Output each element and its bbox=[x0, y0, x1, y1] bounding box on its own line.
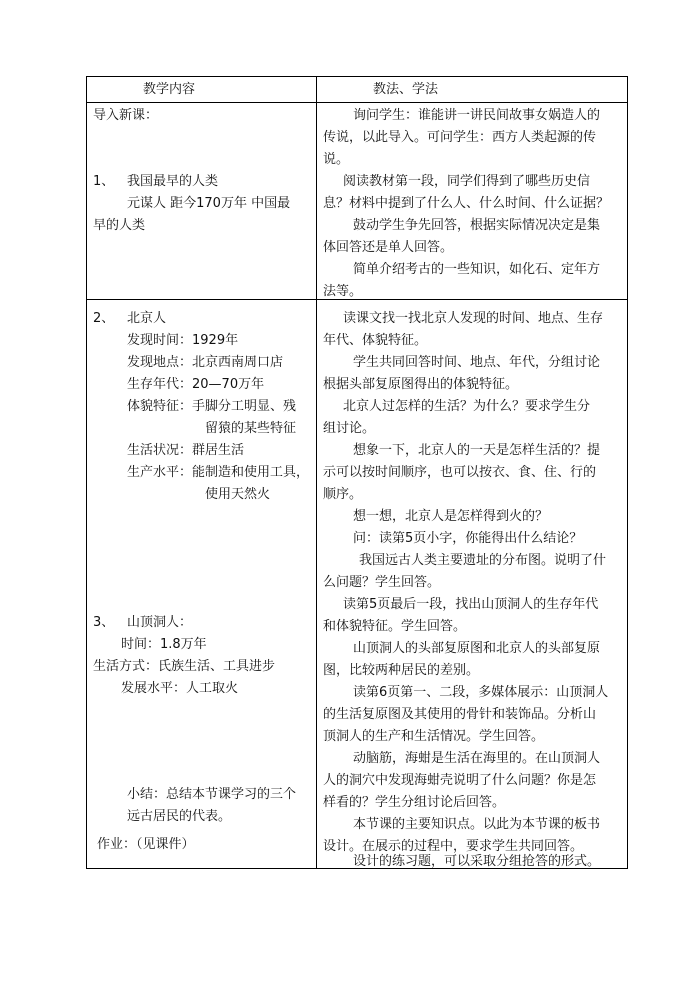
method-line: 传说，以此导入。可问学生：西方人类起源的传 bbox=[323, 130, 597, 145]
section-title: 北京人 bbox=[127, 311, 167, 326]
row2-right-cell bbox=[317, 300, 628, 868]
method-line: 读课文找一找北京人发现的时间、地点、生存 bbox=[343, 311, 604, 326]
method-line: 我国远古人类主要遗址的分布图。说明了什 bbox=[359, 553, 607, 568]
method-line: 图，比较两种居民的差别。 bbox=[323, 663, 480, 678]
method-line: 顺序。 bbox=[323, 487, 363, 502]
method-line: 本节课的主要知识点。以此为本节课的板书 bbox=[353, 817, 601, 832]
method-line: 设计的练习题，可以采取分组抢答的形式。 bbox=[353, 854, 601, 869]
method-line: 的生活复原图及其使用的骨针和装饰品。分析山 bbox=[323, 707, 597, 722]
method-line: 山顶洞人的头部复原图和北京人的头部复原 bbox=[353, 641, 601, 656]
method-line: 动脑筋，海蚶是生活在海里的。在山顶洞人 bbox=[353, 751, 601, 766]
method-line: 组讨论。 bbox=[323, 421, 376, 436]
method-line: 年代、体貌特征。 bbox=[323, 333, 428, 348]
method-line: 人的洞穴中发现海蚶壳说明了什么问题？你是怎 bbox=[323, 773, 597, 788]
peking-detail: 发现地点：北京西南周口店 bbox=[127, 355, 284, 370]
section-number: 3、 bbox=[93, 615, 115, 630]
peking-detail: 使用天然火 bbox=[205, 487, 271, 502]
method-line: 想一想，北京人是怎样得到火的？ bbox=[353, 509, 549, 524]
method-line: 问：读第5页小字，你能得出什么结论？ bbox=[353, 531, 583, 546]
method-line: 示可以按时间顺序，也可以按衣、食、住、行的 bbox=[323, 465, 597, 480]
item-number: 1、 bbox=[93, 174, 115, 189]
row1-right-cell bbox=[317, 103, 628, 299]
method-line: 和体貌特征。学生回答。 bbox=[323, 619, 467, 634]
method-line: 样看的？学生分组讨论后回答。 bbox=[323, 795, 506, 810]
peking-detail: 生活状况：群居生活 bbox=[127, 443, 245, 458]
summary-line1: 小结：总结本节课学习的三个 bbox=[127, 787, 297, 802]
peking-detail: 生产水平：能制造和使用工具， bbox=[127, 465, 310, 480]
method-line: 读第6页第一、二段，多媒体展示：山顶洞人 bbox=[353, 685, 609, 700]
method-line: 设计。在展示的过程中，要求学生共同回答。 bbox=[323, 839, 584, 854]
method-line: 顶洞人的生产和生活情况。学生回答。 bbox=[323, 729, 545, 744]
peking-detail: 体貌特征：手脚分工明显、残 bbox=[127, 399, 297, 414]
lesson-plan-table bbox=[86, 76, 628, 869]
header-teaching-content: 教学内容 bbox=[143, 82, 196, 97]
method-line: 么问题？学生回答。 bbox=[323, 575, 441, 590]
intro-heading: 导入新课： bbox=[93, 108, 159, 123]
peking-detail: 留猿的某些特征 bbox=[205, 421, 297, 436]
method-line: 读第5页最后一段，找出山顶洞人的生存年代 bbox=[343, 597, 599, 612]
peking-detail: 发现时间：1929年 bbox=[127, 333, 239, 348]
method-line: 法等。 bbox=[323, 284, 363, 299]
row1-left-cell bbox=[87, 103, 316, 299]
section-title: 山顶洞人： bbox=[127, 615, 193, 630]
peking-detail: 生存年代：20—70万年 bbox=[127, 377, 265, 392]
method-line: 询问学生：谁能讲一讲民间故事女娲造人的 bbox=[353, 108, 601, 123]
method-line: 北京人过怎样的生活？为什么？要求学生分 bbox=[343, 399, 591, 414]
item-title: 我国最早的人类 bbox=[127, 174, 219, 189]
header-teaching-method: 教法、学法 bbox=[373, 82, 439, 97]
summary-line2: 远古居民的代表。 bbox=[127, 809, 232, 824]
method-line: 学生共同回答时间、地点、年代，分组讨论 bbox=[353, 355, 601, 370]
upper-cave-dev: 发展水平：人工取火 bbox=[121, 681, 239, 696]
method-line: 阅读教材第一段，同学们得到了哪些历史信 bbox=[343, 174, 591, 189]
item-desc-line1: 元谋人 距今170万年 中国最 bbox=[127, 196, 291, 211]
upper-cave-life: 生活方式：氏族生活、工具进步 bbox=[93, 659, 276, 674]
row2-left-cell bbox=[87, 300, 316, 868]
method-line: 简单介绍考古的一些知识，如化石、定年方 bbox=[353, 262, 601, 277]
method-line: 想象一下，北京人的一天是怎样生活的？提 bbox=[353, 443, 601, 458]
section-number: 2、 bbox=[93, 311, 115, 326]
method-line: 息？材料中提到了什么人、什么时间、什么证据？ bbox=[323, 196, 610, 211]
upper-cave-time: 时间：1.8万年 bbox=[121, 637, 207, 652]
method-line: 鼓动学生争先回答，根据实际情况决定是集 bbox=[353, 218, 601, 233]
item-desc-line2: 早的人类 bbox=[93, 218, 146, 233]
method-line: 说。 bbox=[323, 152, 350, 167]
homework: 作业：（见课件） bbox=[97, 837, 195, 852]
method-line: 体回答还是单人回答。 bbox=[323, 240, 454, 255]
method-line: 根据头部复原图得出的体貌特征。 bbox=[323, 377, 519, 392]
